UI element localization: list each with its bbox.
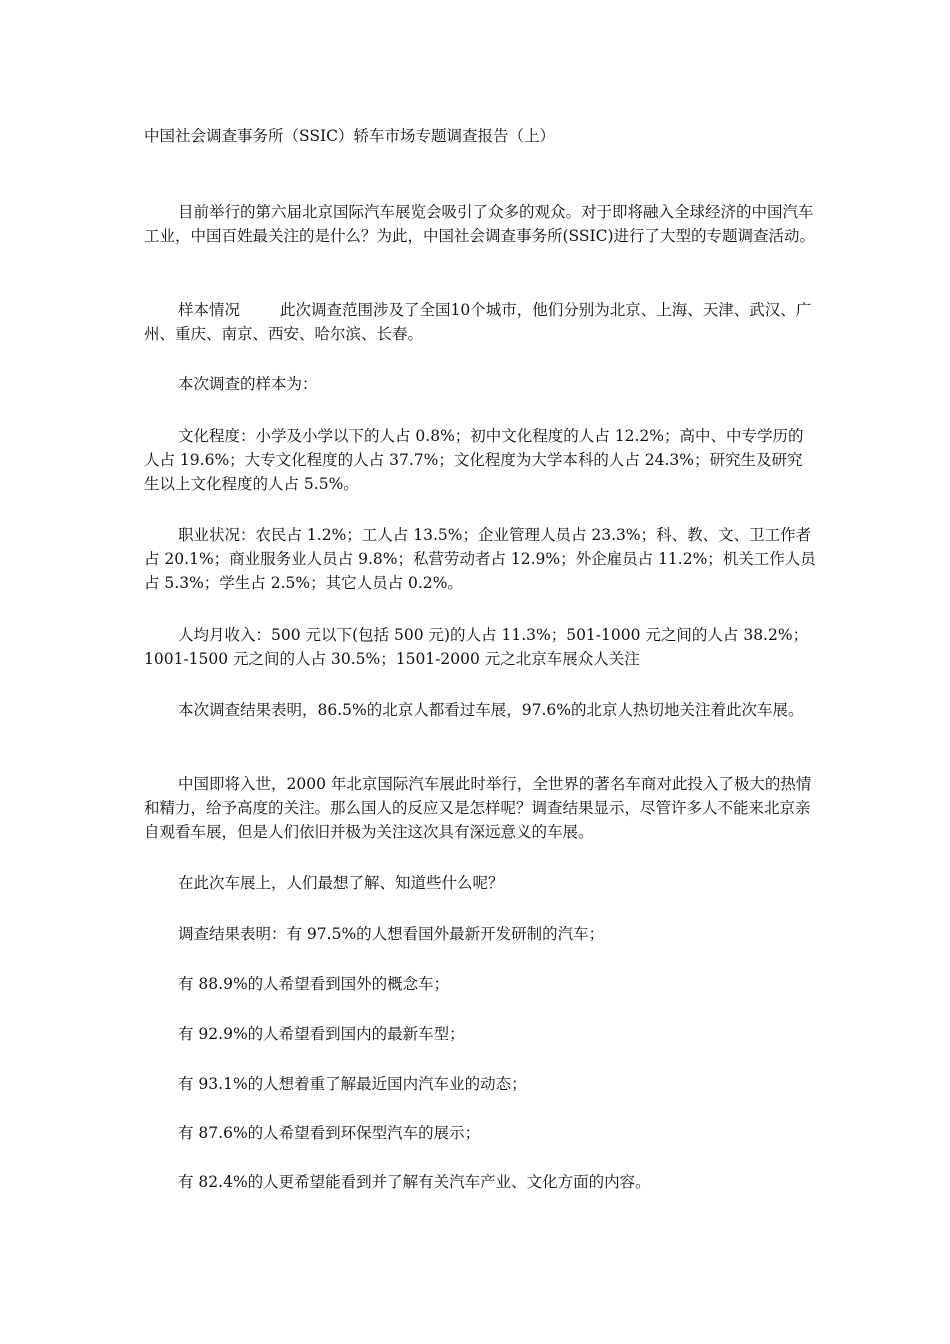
finding-item: 调查结果表明：有 97.5%的人想看国外最新开发研制的汽车； (178, 925, 605, 943)
paragraph-income: 人均月收入：500 元以下(包括 500 元)的人占 11.3%；501-1000 元之间的人占 38.2%；1001-1500 元之间的人占 30.5%；1501-2000 元之北京车展众人关注 (144, 626, 809, 668)
finding-item: 有 93.1%的人想着重了解最近国内汽车业的动态； (178, 1075, 527, 1093)
paragraph-education: 文化程度：小学及小学以下的人占 0.8%；初中文化程度的人占 12.2%；高中、中专学历的人占 19.6%；大专文化程度的人占 37.7%；文化程度为大学本科的人占 24.3%；研究生及研究生以上文化程度的人占 5.5%。 (144, 427, 804, 493)
paragraph-wto: 中国即将入世，2000 年北京国际汽车展此时举行，全世界的著名车商对此投入了极大的热情和精力，给予高度的关注。那么国人的反应又是怎样呢？调查结果显示，尽管许多人不能来北京亲自观看车展，但是人们依旧并极为关注这次具有深远意义的车展。 (144, 775, 812, 841)
sample-text: 此次调查范围涉及了全国10个城市，他们分别为北京、上海、天津、武汉、广州、重庆、南京、西安、哈尔滨、长春。 (144, 301, 812, 343)
paragraph-occupation: 职业状况：农民占 1.2%；工人占 13.5%；企业管理人员占 23.3%；科、教、文、卫工作者占 20.1%；商业服务业人员占 9.8%；私营劳动者占 12.9%；外企雇员占 11.2%；机关工作人员占 5.3%；学生占 2.5%；其它人员占 0.2%。 (144, 526, 816, 592)
finding-item: 有 82.4%的人更希望能看到并了解有关汽车产业、文化方面的内容。 (178, 1173, 651, 1191)
sample-label: 样本情况 (178, 301, 241, 319)
document-title: 中国社会调查事务所（SSIC）轿车市场专题调查报告（上） (144, 127, 555, 145)
paragraph-sample (144, 298, 816, 346)
paragraph-sample-intro: 本次调查的样本为： (178, 375, 318, 393)
paragraph-question: 在此次车展上，人们最想了解、知道些什么呢？ (178, 874, 504, 892)
paragraph-intro: 目前举行的第六届北京国际汽车展览会吸引了众多的观众。对于即将融入全球经济的中国汽车工业，中国百姓最关注的是什么？为此，中国社会调查事务所(SSIC)进行了大型的专题调查活动。 (144, 203, 816, 245)
finding-item: 有 88.9%的人希望看到国外的概念车； (178, 975, 450, 993)
finding-item: 有 87.6%的人希望看到环保型汽车的展示； (178, 1124, 481, 1142)
finding-item: 有 92.9%的人希望看到国内的最新车型； (178, 1025, 465, 1043)
paragraph-result-visit: 本次调查结果表明，86.5%的北京人都看过车展，97.6%的北京人热切地关注着此次车展。 (178, 701, 804, 719)
